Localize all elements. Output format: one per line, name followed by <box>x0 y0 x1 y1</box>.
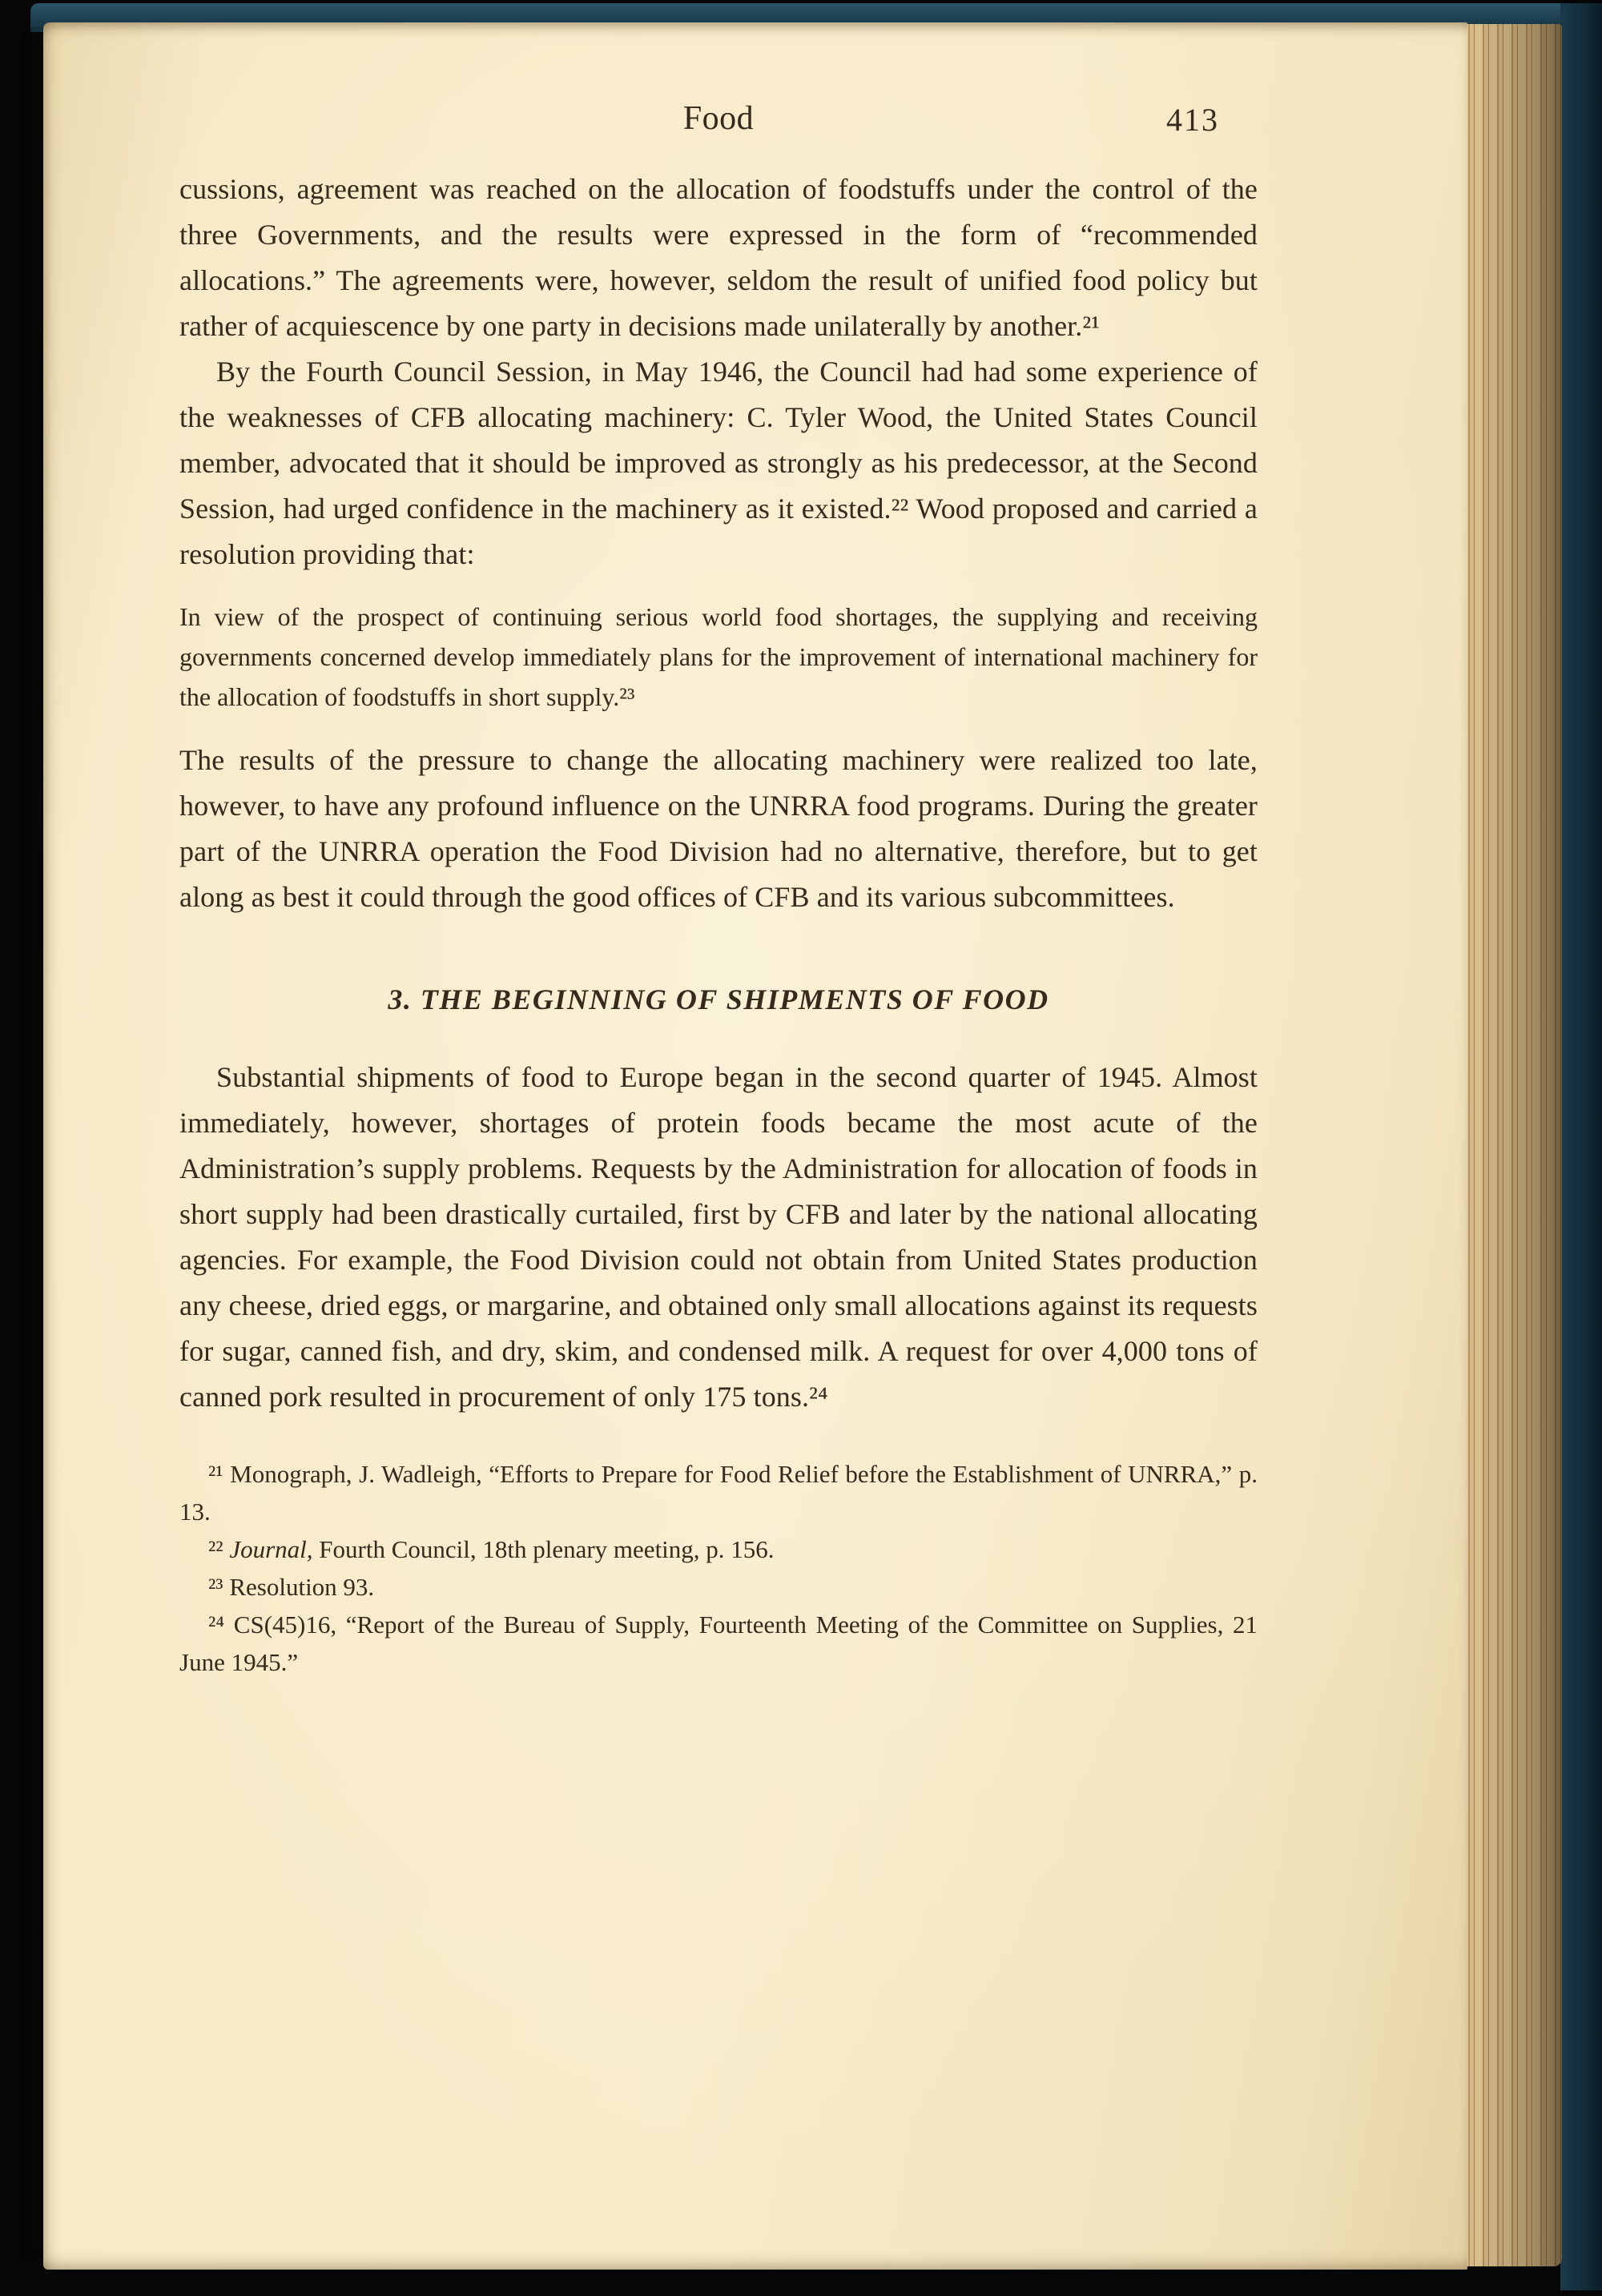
paragraph-4: Substantial shipments of food to Europe began in the second quarter of 1945. Almost immediately, however, shortages of protein foods became the most acute of the Administration’s supply problems. Requests by the Administration for allocation of foods in short supply had been drastically curtailed, first by CFB and later by the national allocating agencies. For example, the Food Division could not obtain from United States production any cheese, dried eggs, or margarine, and obtained only small allocations against its requests for sugar, canned fish, and dry, skim, and condensed milk. A request for over 4,000 tons of canned pork resulted in procurement of only 175 tons.²⁴ <box>179 1061 1258 1413</box>
paragraph-2: By the Fourth Council Session, in May 1946, the Council had had some experience of the weaknesses of CFB allocating machinery: C. Tyler Wood, the United States Council member, advocated that it should be improved as strongly as his predecessor, at the Second Session, had urged confidence in the machinery as it existed.²² Wood proposed and carried a resolution providing that: <box>179 356 1258 570</box>
footnote-21-marker: ²¹ <box>208 1460 223 1488</box>
page-number: 413 <box>1166 102 1219 138</box>
footnote-24-marker: ²⁴ <box>208 1610 225 1639</box>
book-cover-right-edge <box>1560 3 1602 2290</box>
page-content <box>179 99 1258 1681</box>
footnote-24-text: CS(45)16, “Report of the Bureau of Supply, Fourteenth Meeting of the Committee on Supplies, 21 June 1945.” <box>179 1610 1258 1676</box>
footnote-23-marker: ²³ <box>208 1573 223 1601</box>
footnotes <box>179 1455 1258 1681</box>
paragraph-1: cussions, agreement was reached on the allocation of foodstuffs under the control of the three Governments, and the results were expressed in the form of “recommended allocations.” The agreements were, however, seldom the result of unified food policy but rather of acquiescence by one party in decisions made unilaterally by another.²¹ <box>179 173 1258 342</box>
footnote-22-text: Fourth Council, 18th plenary meeting, p. 156. <box>312 1535 775 1563</box>
running-head-title: Food <box>682 100 755 137</box>
footnote-23 <box>179 1568 1258 1606</box>
footnote-21 <box>179 1455 1258 1530</box>
footnote-24 <box>179 1606 1258 1681</box>
paragraph-3: The results of the pressure to change the allocating machinery were realized too late, however, to have any profound influence on the UNRRA food programs. During the greater part of the UNRRA operation the Food Division had no alternative, therefore, but to get along as best it could through the good offices of CFB and its various subcommittees. <box>179 744 1258 913</box>
running-header <box>179 99 1258 149</box>
footnote-22-marker: ²² <box>208 1535 223 1563</box>
page-fore-edge <box>1464 24 1562 2266</box>
book-page <box>43 22 1467 2270</box>
section-heading: 3. THE BEGINNING OF SHIPMENTS OF FOOD <box>388 983 1049 1015</box>
footnote-22-journal-italic: Journal, <box>223 1535 313 1563</box>
footnote-22 <box>179 1530 1258 1568</box>
footnote-23-text: Resolution 93. <box>223 1573 375 1601</box>
block-quote: In view of the prospect of continuing serious world food shortages, the supplying and receiving governments concerned develop immediately plans for the improvement of international machinery for the allocation of foodstuffs in short supply.²³ <box>179 602 1258 711</box>
footnote-21-text: Monograph, J. Wadleigh, “Efforts to Prepare for Food Relief before the Establishment of UNRRA,” p. 13. <box>179 1460 1258 1526</box>
